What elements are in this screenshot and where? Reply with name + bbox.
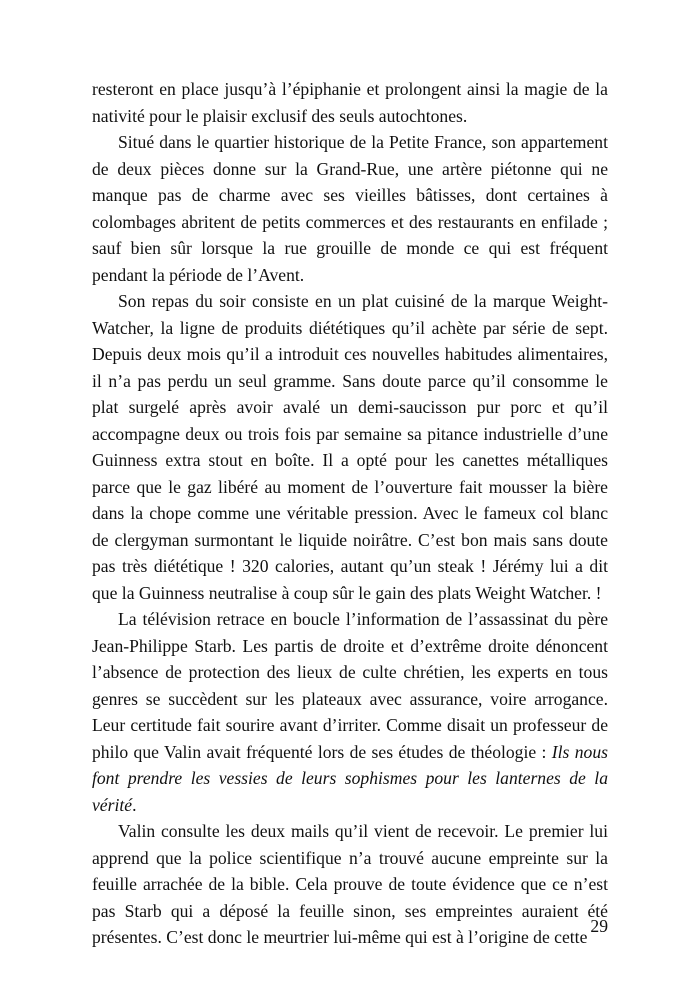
paragraph-television <box>92 606 608 818</box>
quote-italic: Ils nous font prendre les vessies de leurs sophismes pour les lanternes de la vérité <box>92 741 608 815</box>
paragraph-mails: Valin consulte les deux mails qu’il vient de recevoir. Le premier lui apprend que la police scientifique n’a trouvé aucune empreinte sur la feuille arrachée de la bible. Cela prouve de toute évidence que ce n’est pas Starb qui a déposé la feuille sinon, ses empreintes auraient été présentes. C’est donc le meurtrier lui-même qui est à l’origine de cette <box>92 821 608 947</box>
paragraph-continuation: resteront en place jusqu’à l’épiphanie et prolongent ainsi la magie de la nativité pour le plaisir exclusif des seuls autochtones. <box>92 79 608 126</box>
paragraph-weight-watcher: Son repas du soir consiste en un plat cuisiné de la marque Weight-Watcher, la ligne de produits diététiques qu’il achète par série de sept. Depuis deux mois qu’il a introduit ces nouvelles habitudes alimentaires, il n’a pas perdu un seul gramme. Sans doute parce qu’il consomme le plat surgelé après avoir avalé un demi-saucisson pur porc et qu’il accompagne deux ou trois fois par semaine sa pitance industrielle d’une Guinness extra stout en boîte. Il a opté pour les canettes métalliques parce que le gaz libéré au moment de l’ouverture fait mousser la bière dans la chope comme une véritable pression. Avec le fameux col blanc de clergyman surmontant le liquide noirâtre. C’est bon mais sans doute pas très diététique ! 320 calories, autant qu’un steak ! Jérémy lui a dit que la Guinness neutralise à coup sûr le gain des plats Weight Watcher. ! <box>92 291 608 603</box>
body-text <box>92 76 608 951</box>
page-number: 29 <box>590 916 608 936</box>
paragraph-television-text: La télévision retrace en boucle l’information de l’assassinat du père Jean-Philippe Starb. Les partis de droite et d’extrême droite dénoncent l’absence de protection des lieux de culte chrétien, les experts en tous genres se succèdent sur les plateaux avec assurance, voire arrogance. Leur certitude fait sourire avant d’irriter. Comme disait un professeur de philo que Valin avait fréquenté lors de ses études de théologie : <box>92 609 608 762</box>
paragraph-television-end: . <box>132 794 137 815</box>
paragraph-petite-france: Situé dans le quartier historique de la Petite France, son appartement de deux pièces donne sur la Grand-Rue, une artère piétonne qui ne manque pas de charme avec ses vieilles bâtisses, dont certaines à colombages abritent de petits commerces et des restaurants en enfilade ; sauf bien sûr lorsque la rue grouille de monde ce qui est fréquent pendant la période de l’Avent. <box>92 132 608 285</box>
